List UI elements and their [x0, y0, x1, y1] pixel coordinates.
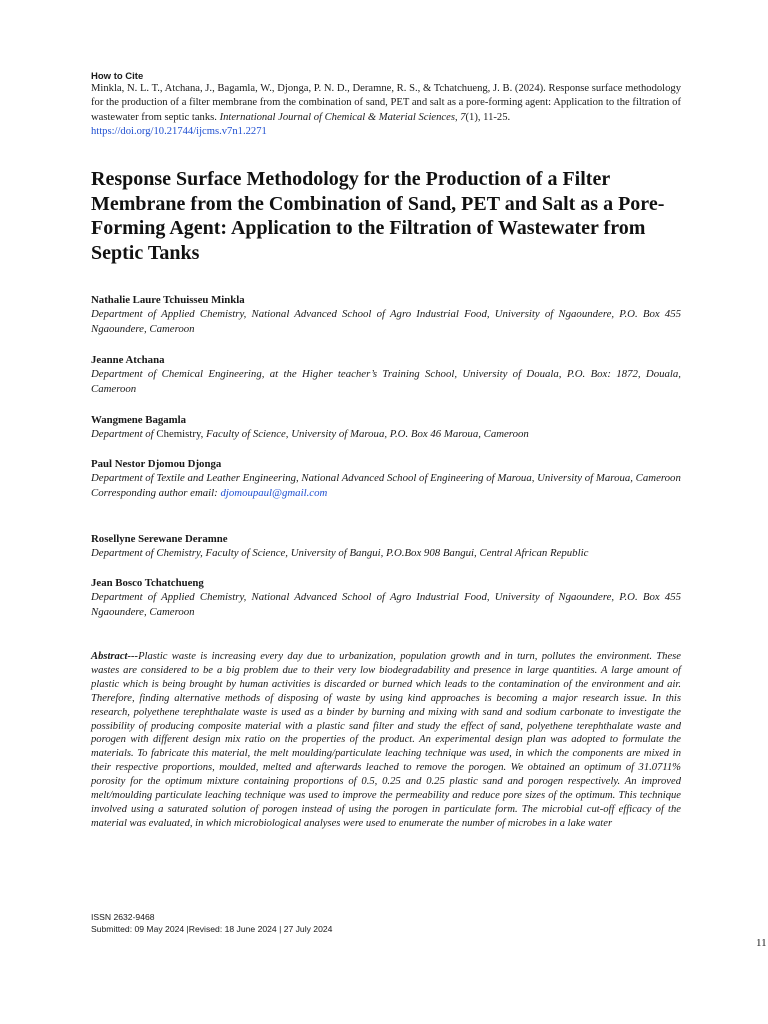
author-affiliation — [91, 427, 681, 442]
abstract-text: Plastic waste is increasing every day due to urbanization, population growth and in turn, pollutes the environment. These wastes are considered to be a big problem due to their very low biodegradability and presence in large quantities. A large amount of plastic which is being brought by human activities is discarded or burned which leads to the contamination of the environment and air. Therefore, finding alternative methods of disposing of waste by using kind approaches is becoming a major research issue. In this research, polyethene terephthalate waste is used as a binder by burning and mixing with sand and sodium carbonate to investigate the possibility of producing composite material with a plastic sand filter and study the effect of sand, polyethene terephthalate waste and porogen with different design mix ratio on the properties of the product. An experimental design plan was adopted to formulate the materials. To fabricate this material, the melt moulding/particulate leaching technique was used, in which the components are mixed in their respective proportions, moulded, melted and afterwards leached to remove the porogen. We obtained an optimum of 31.0711% porosity for the optimum mixture containing proportions of 0.5, 0.25 and 0.25 plastic sand and porogen respectively. An improved melt/moulding particulate leaching technique was used to improve the permeability and reduce pore sizes of the optimum. This technique involved using a saturated solution of porogen instead of using the porogen in particulate form. The microbial cut-off efficacy of the material was evaluated, in which microbiological analyses were used to enumerate the number of microbes in a lake water — [91, 651, 681, 829]
corresponding-author — [91, 486, 681, 501]
author-name: Paul Nestor Djomou Djonga — [91, 458, 222, 470]
email-link[interactable]: djomoupaul@gmail.com — [220, 486, 328, 499]
author-name: Wangmene Bagamla — [91, 414, 187, 426]
affiliation-part: Faculty of Science, University of Maroua, P.O. Box 46 Maroua, Cameroon — [203, 428, 529, 440]
issn: ISSN 2632-9468 — [91, 912, 155, 922]
paper-title: Response Surface Methodology for the Production of a Filter Membrane from the Combination of Sand, PET and Salt as a Pore-Forming Agent: Application to the Filtration of Wastewater from Septic Tanks — [91, 168, 665, 264]
author-affiliation: Department of Textile and Leather Engineering, National Advanced School of Engineering of Maroua, University of Maroua, Cameroon — [91, 472, 681, 484]
author-name: Jean Bosco Tchatchueng — [91, 577, 204, 589]
citation-journal: International Journal of Chemical & Material Sciences — [219, 111, 455, 123]
author-block — [91, 413, 681, 442]
page-number: 11 — [756, 937, 767, 949]
author-block — [91, 353, 681, 396]
citation-volume: 7 — [460, 111, 466, 123]
affiliation-part: Department of — [91, 428, 157, 440]
author-affiliation: Department of Chemical Engineering, at the Higher teacher’s Training School, University of Douala, P.O. Box: 1872, Douala, Cameroon — [91, 368, 681, 395]
doi-link[interactable]: https://doi.org/10.21744/ijcms.v7n1.2271 — [91, 126, 267, 138]
affiliation-part: Chemistry, — [156, 428, 204, 440]
author-block — [91, 576, 681, 619]
footer-info — [91, 912, 332, 935]
author-affiliation: Department of Chemistry, Faculty of Science, University of Bangui, P.O.Box 908 Bangui, Central African Republic — [91, 547, 589, 559]
citation-reference: Minkla, N. L. T., Atchana, J., Bagamla, W., Djonga, P. N. D., Deramne, R. S., & Tchatchueng, J. B. (2024). Response surface methodology for the production of a filter membrane from the combination of sand, PET and salt as a pore-forming agent: Application to the filtration of wastewater from septic tanks. — [91, 83, 681, 123]
email-label: Corresponding author email: — [91, 486, 221, 499]
abstract-label: Abstract--- — [91, 651, 139, 662]
abstract — [91, 650, 681, 831]
author-name: Rosellyne Serewane Deramne — [91, 533, 228, 545]
author-block — [91, 293, 681, 336]
how-to-cite-heading: How to Cite — [91, 71, 144, 82]
author-name: Nathalie Laure Tchuisseu Minkla — [91, 294, 245, 306]
submission-dates: Submitted: 09 May 2024 |Revised: 18 June 2024 | 27 July 2024 — [91, 923, 333, 934]
author-block — [91, 457, 681, 500]
author-name: Jeanne Atchana — [91, 354, 165, 366]
author-affiliation: Department of Applied Chemistry, National Advanced School of Agro Industrial Food, University of Ngaoundere, P.O. Box 455 Ngaoundere, Cameroon — [91, 591, 681, 618]
author-affiliation: Department of Applied Chemistry, National Advanced School of Agro Industrial Food, University of Ngaoundere, P.O. Box 455 Ngaoundere, Cameroon — [91, 308, 681, 335]
citation-issue-pages: (1), 11-25. — [465, 111, 511, 123]
citation-text: Minkla, N. L. T., Atchana, J., Bagamla, W., Djonga, P. N. D., Deramne, R. S., & Tchatchueng, J. B. (2024). Response surface methodology for the production of a filter membrane from the combination of sand, PET and salt as a pore-forming agent: Application to the filtration of wastewater from septic tanks. International Journal of Chemical & Material Sciences, 7(1), 11-25. https://doi.org/10.21744/ijcms.v7n1.2271 — [91, 83, 681, 138]
author-block — [91, 532, 681, 561]
